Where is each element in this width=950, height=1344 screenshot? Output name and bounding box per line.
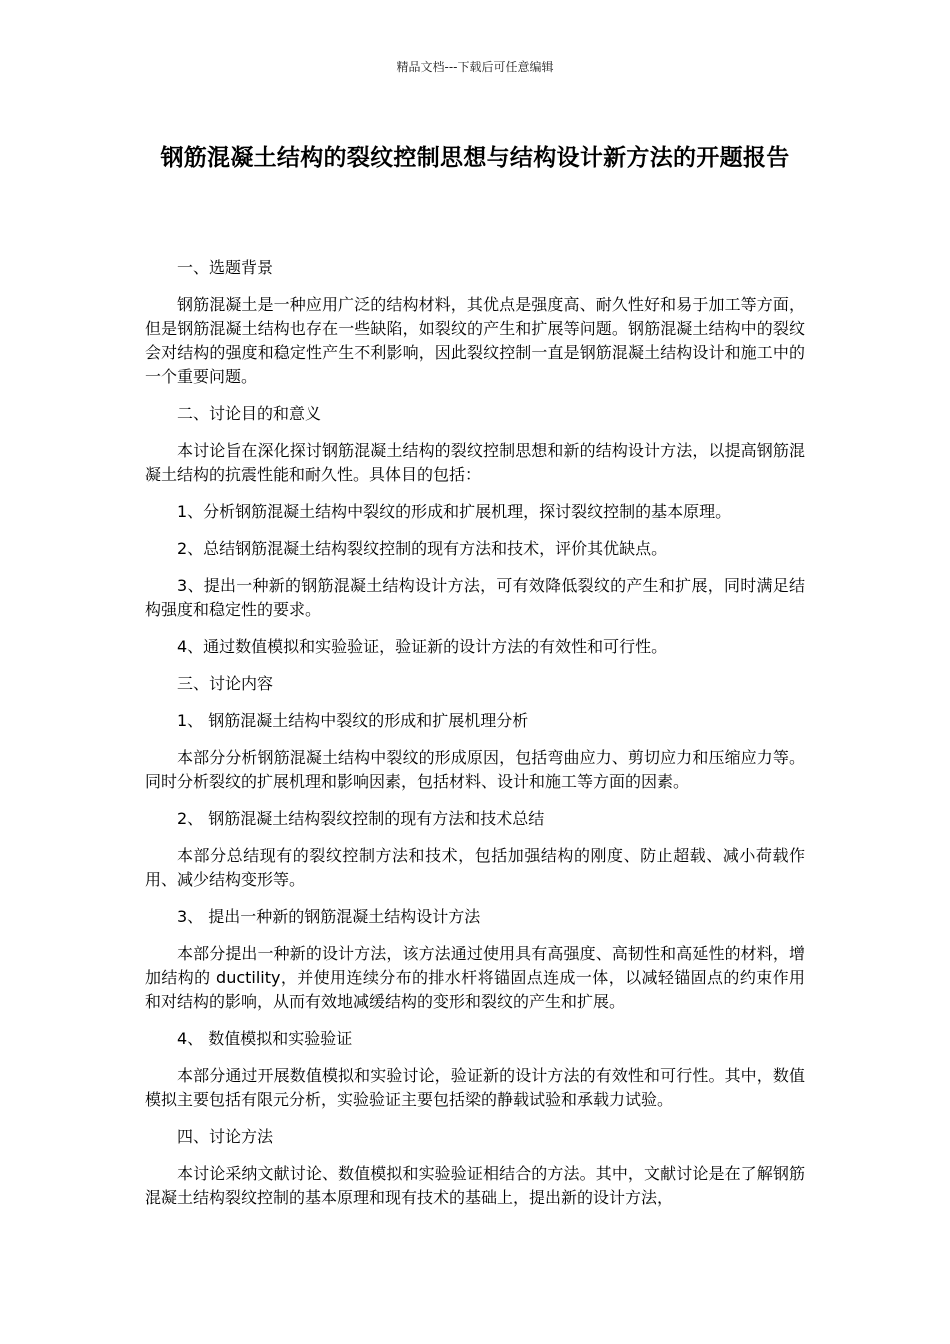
document-title: 钢筋混凝土结构的裂纹控制思想与结构设计新方法的开题报告 — [160, 145, 790, 171]
list-item: 1、分析钢筋混凝土结构中裂纹的形成和扩展机理，探讨裂纹控制的基本原理。 — [177, 502, 732, 521]
paragraph: 本部分通过开展数值模拟和实验讨论，验证新的设计方法的有效性和可行性。其中，数值模拟主要包括有限元分析，实验验证主要包括梁的静载试验和承载力试验。 — [145, 1066, 805, 1109]
list-item: 4、通过数值模拟和实验验证，验证新的设计方法的有效性和可行性。 — [177, 637, 668, 656]
subsection-heading: 2、 钢筋混凝土结构裂纹控制的现有方法和技术总结 — [177, 809, 545, 828]
section-heading-method: 四、讨论方法 — [177, 1127, 274, 1146]
section-heading-content: 三、讨论内容 — [177, 674, 274, 693]
paragraph: 本部分总结现有的裂纹控制方法和技术，包括加强结构的刚度、防止超载、减小荷载作用、减少结构变形等。 — [145, 846, 805, 889]
subsection-heading: 4、 数值模拟和实验验证 — [177, 1029, 353, 1048]
subsection-heading: 1、 钢筋混凝土结构中裂纹的形成和扩展机理分析 — [177, 711, 529, 730]
document-body — [145, 256, 805, 1223]
paragraph: 钢筋混凝土是一种应用广泛的结构材料，其优点是强度高、耐久性好和易于加工等方面，但是钢筋混凝土结构也存在一些缺陷，如裂纹的产生和扩展等问题。钢筋混凝土结构中的裂纹会对结构的强度和稳定性产生不利影响，因此裂纹控制一直是钢筋混凝土结构设计和施工中的一个重要问题。 — [145, 295, 805, 386]
paragraph: 本讨论采纳文献讨论、数值模拟和实验验证相结合的方法。其中，文献讨论是在了解钢筋混凝土结构裂纹控制的基本原理和现有技术的基础上，提出新的设计方法， — [145, 1164, 805, 1207]
list-item: 2、总结钢筋混凝土结构裂纹控制的现有方法和技术，评价其优缺点。 — [177, 539, 668, 558]
subsection-heading: 3、 提出一种新的钢筋混凝土结构设计方法 — [177, 907, 481, 926]
header-note: 精品文档---下载后可任意编辑 — [396, 60, 554, 74]
paragraph: 本讨论旨在深化探讨钢筋混凝土结构的裂纹控制思想和新的结构设计方法，以提高钢筋混凝土结构的抗震性能和耐久性。具体目的包括： — [145, 441, 805, 484]
section-heading-background: 一、选题背景 — [177, 258, 274, 277]
list-item: 3、提出一种新的钢筋混凝土结构设计方法，可有效降低裂纹的产生和扩展，同时满足结构强度和稳定性的要求。 — [145, 576, 805, 619]
paragraph: 本部分提出一种新的设计方法，该方法通过使用具有高强度、高韧性和高延性的材料，增加结构的 ductility，并使用连续分布的排水杆将锚固点连成一体，以减轻锚固点的约束作用和对结构的影响，从而有效地减缓结构的变形和裂纹的产生和扩展。 — [145, 944, 805, 1011]
paragraph: 本部分分析钢筋混凝土结构中裂纹的形成原因，包括弯曲应力、剪切应力和压缩应力等。同时分析裂纹的扩展机理和影响因素，包括材料、设计和施工等方面的因素。 — [145, 748, 805, 791]
section-heading-purpose: 二、讨论目的和意义 — [177, 404, 322, 423]
